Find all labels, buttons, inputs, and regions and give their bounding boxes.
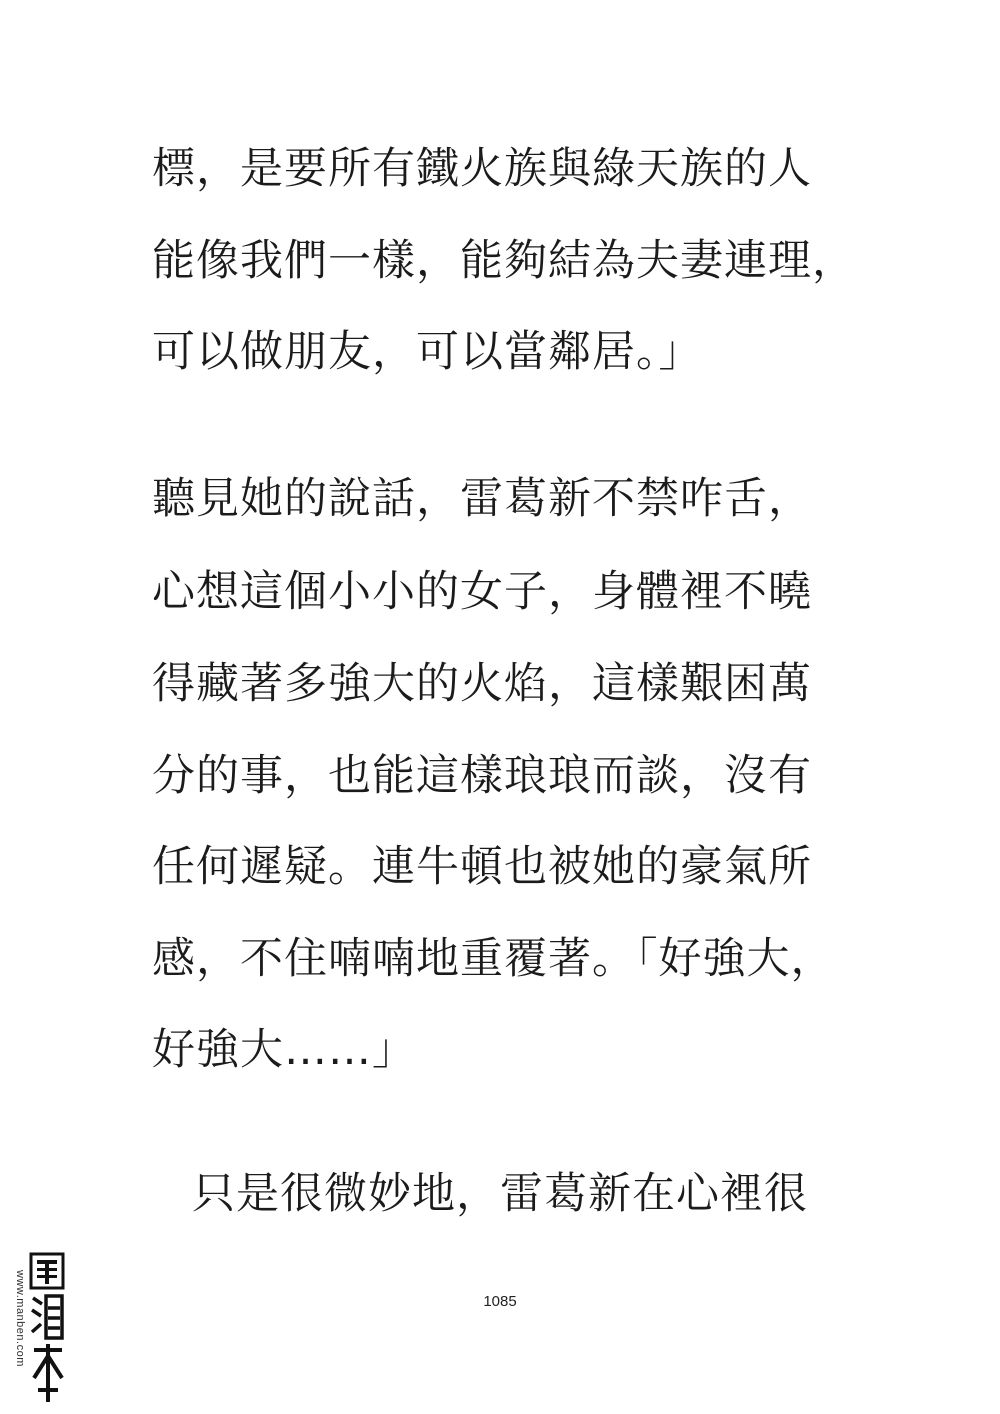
watermark-url: www.manben.com bbox=[14, 1270, 26, 1367]
text-line-6: 得藏著多強大的火焰，這樣艱困萬 bbox=[152, 659, 812, 709]
text-line-8: 任何遲疑。連牛頓也被她的豪氣所 bbox=[152, 842, 812, 892]
text-line-11: 只是很微妙地，雷葛新在心裡很 bbox=[192, 1169, 808, 1219]
text-line-3: 可以做朋友，可以當鄰居。」 bbox=[152, 327, 703, 377]
text-line-9: 感，不住喃喃地重覆著。「好強大， bbox=[152, 934, 835, 984]
text-line-7: 分的事，也能這樣琅琅而談，沒有 bbox=[152, 751, 812, 801]
text-line-1: 標，是要所有鐵火族與綠天族的人 bbox=[152, 144, 812, 194]
manben-logo-icon bbox=[28, 1252, 66, 1404]
text-line-5: 心想這個小小的女子，身體裡不曉 bbox=[152, 567, 812, 617]
text-line-10: 好強大……」 bbox=[152, 1025, 416, 1075]
text-line-2: 能像我們一樣，能夠結為夫妻連理， bbox=[152, 236, 856, 286]
page-number: 1085 bbox=[483, 1293, 517, 1310]
text-line-4: 聽見她的說話，雷葛新不禁咋舌， bbox=[152, 474, 812, 524]
